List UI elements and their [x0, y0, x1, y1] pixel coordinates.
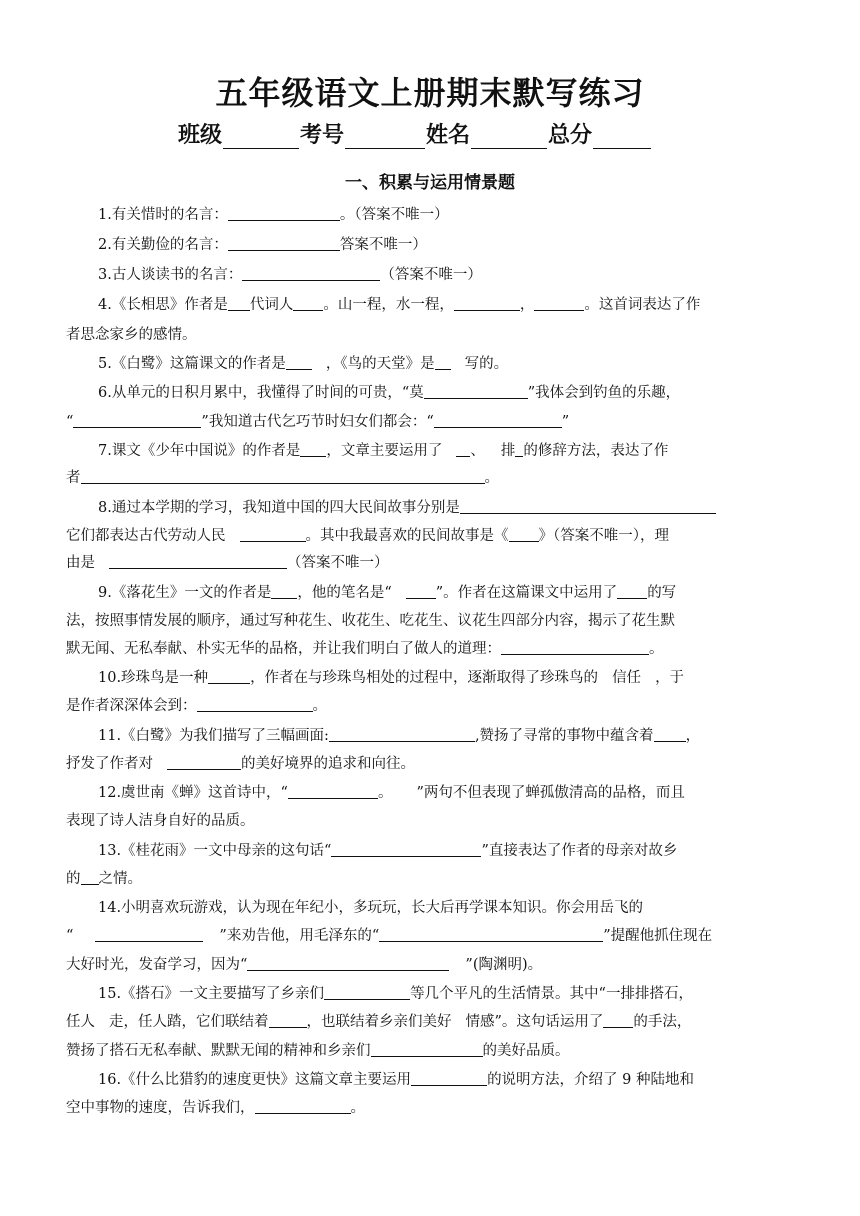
class-label: 班级 — [178, 123, 223, 148]
answer-blank[interactable] — [208, 667, 250, 684]
answer-blank[interactable] — [197, 695, 313, 712]
answer-blank[interactable] — [271, 582, 297, 599]
question-14-cont: “ ”来劝告他，用毛泽东的“ ”提醒他抓住现在 — [66, 921, 794, 951]
answer-blank[interactable] — [240, 525, 306, 542]
answer-blank[interactable] — [109, 552, 287, 569]
answer-blank[interactable] — [255, 1097, 351, 1114]
answer-blank[interactable] — [406, 582, 436, 599]
answer-blank[interactable] — [73, 411, 201, 428]
answer-blank[interactable] — [228, 204, 340, 221]
question-6-cont: “ ”我知道古代乞巧节时妇女们都会：“ ” — [66, 407, 794, 437]
answer-blank[interactable] — [534, 294, 584, 311]
question-9-cont: 法，按照事情发展的顺序，通过写种花生、收花生、吃花生、议花生四部分内容，揭示了花生默 — [66, 613, 675, 629]
answer-blank[interactable] — [228, 294, 250, 311]
answer-blank[interactable] — [167, 753, 241, 770]
answer-blank[interactable] — [424, 382, 528, 399]
question-14: 14.小明喜欢玩游戏，认为现在年纪小，多玩玩，长大后再学课本知识。你会用岳飞的 — [98, 900, 644, 916]
section-heading: 一、积累与运用情景题 — [345, 173, 515, 193]
answer-blank[interactable] — [411, 1069, 487, 1086]
answer-blank[interactable] — [603, 1011, 633, 1028]
question-8-cont: 它们都表达古代劳动人民 。其中我最喜欢的民间故事是《 》（答案不唯一），理 — [66, 521, 794, 551]
question-7-cont: 者 。 — [66, 463, 794, 493]
page-title: 五年级语文上册期末默写练习 — [215, 74, 645, 112]
question-8: 8.通过本学期的学习，我知道中国的四大民间故事分别是 — [98, 493, 798, 523]
exam-no-label: 考号 — [300, 123, 345, 148]
question-2: 2.有关勤俭的名言： 答案不唯一） — [98, 230, 798, 260]
question-16-cont: 空中事物的速度，告诉我们， 。 — [66, 1093, 794, 1123]
answer-blank[interactable] — [228, 234, 340, 251]
answer-blank[interactable] — [617, 582, 647, 599]
student-info-header — [178, 118, 652, 149]
question-13: 13.《桂花雨》一文中母亲的这句话“ ”直接表达了作者的母亲对故乡 — [98, 836, 798, 866]
question-5: 5.《白鹭》这篇课文的作者是 ，《鸟的天堂》是 写的。 — [98, 349, 798, 379]
answer-blank[interactable] — [269, 1011, 307, 1028]
question-10-cont: 是作者深深体会到： 。 — [66, 691, 794, 721]
question-3: 3.古人谈读书的名言： （答案不唯一） — [98, 260, 798, 290]
question-14-cont2: 大好时光，发奋学习，因为“ ”(陶渊明)。 — [66, 950, 794, 980]
answer-blank[interactable] — [456, 440, 470, 457]
answer-blank[interactable] — [329, 725, 475, 742]
answer-blank[interactable] — [654, 725, 686, 742]
answer-blank[interactable] — [501, 638, 649, 655]
question-4: 4.《长相思》作者是 代词人 。山一程，水一程， ， 。这首词表达了作 — [98, 290, 798, 320]
answer-blank[interactable] — [435, 353, 451, 370]
name-label: 姓名 — [426, 123, 471, 148]
question-1: 1.有关惜时的名言： 。（答案不唯一） — [98, 200, 798, 230]
name-blank[interactable] — [471, 126, 547, 149]
answer-blank[interactable] — [460, 497, 716, 514]
question-15-cont2: 赞扬了搭石无私奉献、默默无闻的精神和乡亲们 的美好品质。 — [66, 1036, 794, 1066]
total-blank[interactable] — [593, 126, 651, 149]
answer-blank[interactable] — [95, 925, 203, 942]
exam-no-blank[interactable] — [345, 126, 425, 149]
answer-blank[interactable] — [288, 782, 378, 799]
answer-blank[interactable] — [454, 294, 520, 311]
question-6: 6.从单元的日积月累中，我懂得了时间的可贵，“莫 ”我体会到钓鱼的乐趣， — [98, 378, 798, 408]
question-9: 9.《落花生》一文的作者是 ，他的笔名是“ ”。作者在这篇课文中运用了 的写 — [98, 578, 798, 608]
answer-blank[interactable] — [293, 294, 323, 311]
question-11: 11.《白鹭》为我们描写了三幅画面: ,赞扬了寻常的事物中蕴含着 ， — [98, 721, 798, 751]
class-blank[interactable] — [223, 126, 299, 149]
answer-blank[interactable] — [81, 868, 99, 885]
answer-blank[interactable] — [300, 440, 326, 457]
question-12: 12.虞世南《蝉》这首诗中，“ 。 ”两句不但表现了蝉孤傲清高的品格，而且 — [98, 778, 798, 808]
answer-blank[interactable] — [242, 264, 380, 281]
question-16: 16.《什么比猎豹的速度更快》这篇文章主要运用 的说明方法，介绍了 9 种陆地和 — [98, 1065, 798, 1095]
question-15: 15.《搭石》一文主要描写了乡亲们 等几个平凡的生活情景。其中“一排排搭石， — [98, 979, 798, 1009]
question-7: 7.课文《少年中国说》的作者是 ，文章主要运用了 、 排 的修辞方法，表达了作 — [98, 436, 798, 466]
answer-blank[interactable] — [434, 411, 562, 428]
question-13-cont: 的 之情。 — [66, 864, 794, 894]
answer-blank[interactable] — [379, 925, 603, 942]
answer-blank[interactable] — [324, 983, 410, 1000]
question-9-cont2: 默无闻、无私奉献、朴实无华的品格，并让我们明白了做人的道理： 。 — [66, 634, 794, 664]
answer-blank[interactable] — [509, 525, 539, 542]
answer-blank[interactable] — [331, 840, 481, 857]
answer-blank[interactable] — [371, 1040, 483, 1057]
answer-blank[interactable] — [247, 954, 449, 971]
question-12-cont: 表现了诗人洁身自好的品质。 — [66, 813, 255, 829]
question-10: 10.珍珠鸟是一种 ，作者在与珍珠鸟相处的过程中，逐渐取得了珍珠鸟的 信任 ，于 — [98, 663, 798, 693]
question-11-cont: 抒发了作者对 的美好境界的追求和向往。 — [66, 749, 794, 779]
total-label: 总分 — [548, 123, 593, 148]
question-8-cont2: 由是 （答案不唯一） — [66, 548, 794, 578]
question-15-cont: 任人 走，任人踏，它们联结着 ，也联结着乡亲们美好 情感”。这句话运用了 的手法， — [66, 1007, 794, 1037]
answer-blank[interactable] — [81, 467, 485, 484]
answer-blank[interactable] — [286, 353, 312, 370]
question-4-cont: 者思念家乡的感情。 — [66, 327, 197, 343]
